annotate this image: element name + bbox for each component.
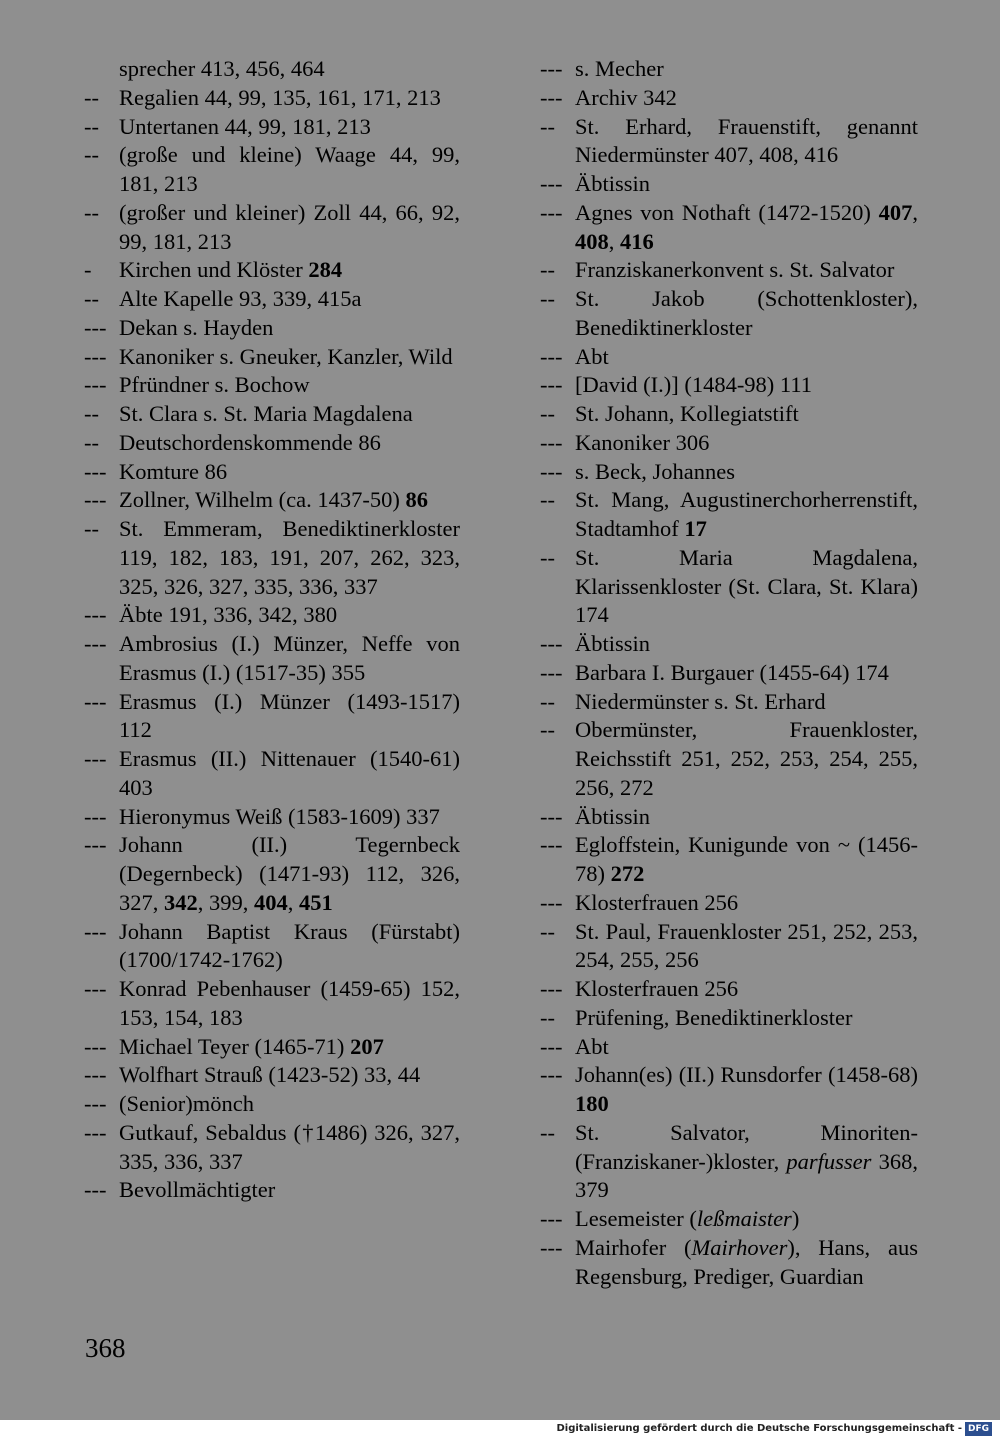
- index-entry: [540, 343, 918, 372]
- entry-text: [575, 286, 918, 340]
- entry-text-segment: Erasmus (II.) Nittenauer (1540-61) 403: [119, 746, 460, 800]
- entry-level-dash: ---: [84, 314, 107, 340]
- index-entry: [540, 285, 918, 343]
- index-entry: [540, 199, 918, 257]
- entry-text: [575, 919, 918, 973]
- index-entry: [540, 1119, 918, 1205]
- index-entry: [540, 113, 918, 171]
- index-entry: [540, 371, 918, 400]
- dfg-logo: DFG: [965, 1422, 992, 1436]
- entry-text: [575, 976, 738, 1001]
- entry-text: [575, 56, 664, 81]
- entry-text: [575, 832, 918, 886]
- entry-level-dash: ---: [84, 688, 107, 714]
- entry-level-dash: ---: [540, 889, 563, 915]
- entry-text: [119, 286, 361, 311]
- entry-text-segment: Äbtissin: [575, 803, 651, 829]
- entry-text: [575, 1005, 852, 1030]
- entry-text-segment: Mairhofer (: [575, 1234, 692, 1260]
- bold-page-ref: 207: [350, 1033, 384, 1059]
- index-entry: [84, 141, 460, 199]
- entry-text: [575, 689, 826, 714]
- entry-level-dash: --: [540, 487, 555, 513]
- footer-bar: [0, 1420, 1000, 1439]
- index-entry: [84, 803, 460, 832]
- index-entry: [540, 544, 918, 630]
- entry-text: [575, 890, 738, 915]
- entry-text-segment: s. Beck, Johannes: [575, 458, 735, 484]
- entry-text: [575, 1235, 918, 1289]
- bold-page-ref: 86: [405, 487, 428, 513]
- entry-text: [119, 689, 460, 743]
- page-number: 368: [85, 1333, 126, 1363]
- entry-level-dash: ---: [84, 372, 107, 398]
- entry-text-segment: s. Mecher: [575, 56, 664, 81]
- entry-text: [119, 114, 371, 139]
- right-column: [540, 55, 918, 1291]
- bold-page-ref: 451: [299, 889, 333, 915]
- entry-text: [575, 1034, 609, 1059]
- entry-text: [575, 804, 650, 829]
- entry-level-dash: ---: [84, 1119, 107, 1145]
- entry-level-dash: ---: [84, 1177, 107, 1203]
- entry-text-segment: , 399,: [197, 889, 254, 915]
- index-entry: [84, 688, 460, 746]
- index-entry: [540, 1033, 918, 1062]
- index-entry: [540, 803, 918, 832]
- index-entry: [84, 113, 460, 142]
- entry-text: [119, 1062, 420, 1087]
- entry-text-segment: ): [791, 1206, 800, 1231]
- entry-text-segment: Johann (II.) Tegernbeck (Degernbeck) (1471-93) 112, 326, 327,: [119, 832, 460, 915]
- entry-text: [119, 1120, 460, 1174]
- entry-level-dash: --: [540, 717, 555, 743]
- entry-text-segment: sprecher 413, 456, 464: [119, 56, 325, 81]
- index-entry: [84, 975, 460, 1033]
- index-entry: [540, 831, 918, 889]
- entry-text-segment: Äbte 191, 336, 342, 380: [119, 602, 338, 628]
- bold-page-ref: 408: [575, 228, 609, 254]
- index-entry: [84, 285, 460, 314]
- entry-text-segment: Kanoniker s. Gneuker, Kanzler, Wild: [119, 343, 453, 369]
- entry-text-segment: St. Jakob (Schottenkloster), Benediktinerkloster: [575, 286, 918, 340]
- index-entry: [84, 84, 460, 113]
- entry-text-segment: Kirchen und Klöster: [119, 257, 309, 283]
- entry-text-segment: Komture 86: [119, 458, 228, 484]
- entry-text-segment: [David (I.)] (1484-98) 111: [575, 372, 813, 398]
- entry-text: [119, 919, 460, 973]
- entry-text: [575, 1062, 918, 1116]
- entry-text: [575, 660, 889, 685]
- index-entry: [540, 659, 918, 688]
- entry-text: [575, 487, 918, 541]
- entry-level-dash: ---: [540, 458, 563, 484]
- entry-level-dash: ---: [84, 1091, 107, 1116]
- entry-text-segment: Bevollmächtigter: [119, 1177, 276, 1203]
- bold-page-ref: 407: [878, 199, 913, 225]
- entry-text: [119, 344, 453, 369]
- entry-text: [575, 344, 609, 369]
- entry-level-dash: --: [84, 286, 99, 311]
- index-entry: [84, 1090, 460, 1119]
- entry-text-segment: Dekan s. Hayden: [119, 314, 274, 340]
- index-entry: [540, 55, 918, 84]
- index-entry: [540, 630, 918, 659]
- entry-level-dash: ---: [84, 1033, 107, 1059]
- entry-text: [575, 1120, 918, 1203]
- entry-level-dash: ---: [540, 631, 563, 656]
- entry-level-dash: ---: [84, 803, 107, 829]
- italic-term: Mairhover: [691, 1234, 788, 1260]
- entry-text: [575, 85, 677, 110]
- entry-level-dash: --: [540, 544, 555, 570]
- entry-text-segment: 368, 379: [575, 1148, 918, 1203]
- index-entry: [540, 458, 918, 487]
- entry-text: [575, 114, 918, 168]
- entry-level-dash: ---: [84, 746, 107, 771]
- index-entry: [84, 429, 460, 458]
- entry-level-dash: ---: [540, 372, 563, 398]
- index-entry: [84, 343, 460, 372]
- bold-page-ref: 284: [308, 257, 343, 283]
- entry-text-segment: Archiv 342: [575, 84, 677, 110]
- entry-text: [575, 1206, 799, 1231]
- funding-note: Digitalisierung gefördert durch die Deutsche Forschungsgemeinschaft -: [556, 1423, 962, 1434]
- entry-level-dash: --: [84, 142, 99, 168]
- entry-text: [119, 85, 441, 110]
- index-entry: [540, 1004, 918, 1033]
- bold-page-ref: 17: [684, 516, 707, 541]
- entry-text-segment: Franziskanerkonvent s. St. Salvator: [575, 257, 895, 283]
- entry-level-dash: ---: [540, 199, 563, 225]
- entry-text: [119, 372, 310, 397]
- entry-level-dash: --: [540, 257, 555, 283]
- index-entry: [84, 630, 460, 688]
- entry-level-dash: --: [84, 113, 99, 139]
- index-entry: [540, 1234, 918, 1292]
- left-column: [84, 55, 460, 1205]
- entry-text: [119, 459, 227, 484]
- entry-text-segment: Ambrosius (I.) Münzer, Neffe von Erasmus (I.) (1517-35) 355: [119, 631, 460, 685]
- entry-level-dash: -: [84, 257, 92, 283]
- entry-level-dash: ---: [84, 602, 107, 628]
- entry-text-segment: St. Clara s. St. Maria Magdalena: [119, 401, 413, 426]
- entry-text-segment: Klosterfrauen 256: [575, 976, 739, 1001]
- entry-level-dash: --: [84, 401, 99, 426]
- entry-text: [119, 142, 460, 196]
- index-entry: [540, 918, 918, 976]
- entry-text: [119, 56, 325, 81]
- entry-text-segment: Konrad Pebenhauser (1459-65) 152, 153, 154, 183: [119, 976, 460, 1030]
- entry-text: [575, 171, 650, 196]
- entry-level-dash: ---: [84, 832, 107, 858]
- entry-text: [119, 602, 337, 627]
- entry-text-segment: St. Emmeram, Benediktinerkloster 119, 182, 183, 191, 207, 262, 323, 325, 326, 327, 335, 336, 337: [119, 516, 460, 599]
- entry-text-segment: ,: [287, 889, 299, 915]
- entry-text: [119, 1034, 384, 1059]
- entry-text-segment: Regalien 44, 99, 135, 161, 171, 213: [119, 84, 441, 110]
- entry-text: [575, 545, 918, 628]
- index-entry: [84, 831, 460, 917]
- entry-text-segment: Abt: [575, 1033, 609, 1059]
- entry-text-segment: Michael Teyer (1465-71): [119, 1033, 351, 1059]
- entry-text-segment: Johann Baptist Kraus (Fürstabt) (1700/1742-1762): [119, 918, 460, 973]
- index-entry: [84, 314, 460, 343]
- entry-text-segment: (großer und kleiner) Zoll 44, 66, 92, 99, 181, 213: [119, 199, 460, 254]
- entry-text: [119, 516, 460, 599]
- entry-level-dash: ---: [540, 803, 563, 829]
- index-entry: [84, 745, 460, 803]
- entry-text-segment: Zollner, Wilhelm (ca. 1437-50): [119, 487, 406, 513]
- entry-text-segment: Niedermünster s. St. Erhard: [575, 688, 826, 714]
- entry-level-dash: ---: [540, 56, 563, 81]
- entry-text: [575, 372, 812, 397]
- bold-page-ref: 180: [575, 1091, 609, 1116]
- entry-level-dash: --: [84, 516, 99, 541]
- entry-text: [575, 430, 709, 455]
- entry-text-segment: Barbara I. Burgauer (1455-64) 174: [575, 659, 889, 685]
- index-entry: [540, 716, 918, 802]
- entry-text-segment: Prüfening, Benediktinerkloster: [575, 1004, 853, 1030]
- entry-text: [119, 631, 460, 685]
- entry-text: [119, 430, 381, 455]
- index-entry: [540, 400, 918, 429]
- entry-text-segment: Kanoniker 306: [575, 429, 710, 455]
- bold-page-ref: 404: [254, 889, 288, 915]
- entry-level-dash: ---: [540, 84, 563, 110]
- index-entry: [84, 601, 460, 630]
- entry-level-dash: ---: [540, 1033, 563, 1059]
- index-entry: [84, 1176, 460, 1205]
- entry-level-dash: --: [540, 1004, 555, 1030]
- entry-text-segment: St. Paul, Frauenkloster 251, 252, 253, 254, 255, 256: [575, 918, 918, 973]
- bold-page-ref: 416: [620, 228, 654, 254]
- entry-text: [575, 717, 918, 800]
- entry-level-dash: --: [84, 429, 99, 455]
- italic-term: leßmaister: [696, 1206, 792, 1231]
- index-entry: [540, 256, 918, 285]
- entry-level-dash: --: [540, 286, 555, 311]
- bold-page-ref: 272: [610, 861, 645, 886]
- entry-text-segment: St. Johann, Kollegiatstift: [575, 401, 799, 426]
- entry-text-segment: St. Erhard, Frauenstift, genannt Niedermünster 407, 408, 416: [575, 113, 918, 168]
- entry-text-segment: Wolfhart Strauß (1423-52) 33, 44: [119, 1062, 421, 1088]
- entry-text-segment: Abt: [575, 343, 609, 369]
- entry-text: [575, 631, 650, 656]
- entry-text-segment: Lesemeister (: [575, 1206, 697, 1231]
- entry-text-segment: Egloffstein, Kunigunde von ~ (1456-78): [575, 832, 918, 886]
- entry-text-segment: Johann(es) (II.) Runsdorfer (1458-68): [575, 1062, 918, 1088]
- entry-text-segment: Erasmus (I.) Münzer (1493-1517) 112: [119, 688, 460, 743]
- entry-level-dash: --: [540, 918, 555, 944]
- index-entry: [84, 486, 460, 515]
- entry-text-segment: Obermünster, Frauenkloster, Reichsstift 251, 252, 253, 254, 255, 256, 272: [575, 717, 918, 800]
- index-entry: [84, 1119, 460, 1177]
- entry-text-segment: ,: [912, 199, 918, 225]
- bold-page-ref: 342: [164, 889, 198, 915]
- entry-level-dash: --: [540, 1119, 555, 1145]
- entry-text: [119, 804, 440, 829]
- entry-text: [119, 1177, 275, 1202]
- entry-text: [119, 200, 460, 254]
- entry-text-segment: Äbtissin: [575, 631, 651, 656]
- entry-level-dash: --: [540, 113, 555, 139]
- index-entry: [540, 429, 918, 458]
- entry-text-segment: (Senior)mönch: [119, 1091, 254, 1116]
- entry-text: [119, 487, 428, 512]
- entry-level-dash: ---: [84, 918, 107, 944]
- entry-level-dash: ---: [84, 458, 107, 484]
- entry-level-dash: ---: [84, 631, 107, 656]
- entry-text: [119, 401, 413, 426]
- index-entry: [540, 84, 918, 113]
- entry-text: [119, 257, 342, 282]
- index-entry: [84, 515, 460, 601]
- entry-level-dash: ---: [540, 1206, 563, 1231]
- entry-level-dash: ---: [540, 343, 563, 369]
- index-entry: [540, 486, 918, 544]
- index-entry: [84, 199, 460, 257]
- entry-text-segment: Hieronymus Weiß (1583-1609) 337: [119, 803, 440, 829]
- entry-text: [119, 976, 460, 1030]
- entry-level-dash: ---: [540, 1062, 563, 1088]
- index-entry: [540, 889, 918, 918]
- index-entry: [540, 170, 918, 199]
- entry-level-dash: ---: [540, 976, 563, 1001]
- entry-level-dash: ---: [540, 832, 563, 858]
- entry-text-segment: Deutschordenskommende 86: [119, 429, 381, 455]
- entry-level-dash: --: [540, 401, 555, 426]
- entry-text-segment: St. Maria Magdalena, Klarissenkloster (St. Clara, St. Klara) 174: [575, 544, 918, 628]
- entry-text-segment: St. Mang, Augustinerchorherrenstift, Stadtamhof: [575, 487, 918, 541]
- index-entry: [540, 1061, 918, 1119]
- entry-level-dash: ---: [84, 343, 107, 369]
- entry-text-segment: ), Hans, aus Regensburg, Prediger, Guardian: [575, 1234, 918, 1289]
- entry-text-segment: Agnes von Nothaft (1472-1520): [575, 199, 879, 225]
- index-entry: [540, 1205, 918, 1234]
- entry-text: [575, 200, 918, 254]
- entry-level-dash: ---: [84, 976, 107, 1001]
- entry-text: [575, 257, 894, 282]
- entry-text: [575, 401, 799, 426]
- entry-level-dash: --: [540, 688, 555, 714]
- index-entry: [84, 256, 460, 285]
- entry-text-segment: Alte Kapelle 93, 339, 415a: [119, 286, 362, 311]
- entry-text: [575, 459, 735, 484]
- entry-text: [119, 1091, 254, 1116]
- index-entry: [84, 1033, 460, 1062]
- entry-level-dash: ---: [540, 1234, 563, 1260]
- index-entry: [540, 975, 918, 1004]
- italic-term: parfusser: [786, 1148, 872, 1174]
- entry-level-dash: ---: [84, 1062, 107, 1088]
- entry-text: [119, 315, 273, 340]
- index-entry: [84, 371, 460, 400]
- entry-level-dash: --: [84, 84, 99, 110]
- index-entry: [84, 400, 460, 429]
- entry-text-segment: ,: [608, 228, 620, 254]
- entry-level-dash: ---: [540, 171, 563, 196]
- entry-level-dash: ---: [84, 487, 107, 513]
- entry-text-segment: Untertanen 44, 99, 181, 213: [119, 113, 371, 139]
- entry-level-dash: ---: [540, 659, 563, 685]
- entry-level-dash: --: [84, 199, 99, 225]
- entry-text-segment: Klosterfrauen 256: [575, 889, 739, 915]
- index-entry: [84, 918, 460, 976]
- entry-text-segment: St. Salvator, Minoriten-(Franziskaner-)kloster,: [575, 1119, 918, 1174]
- index-entry: [84, 55, 460, 84]
- entry-text-segment: Pfründner s. Bochow: [119, 372, 310, 398]
- entry-text: [119, 746, 460, 800]
- entry-text-segment: Gutkauf, Sebaldus (†1486) 326, 327, 335, 336, 337: [119, 1119, 460, 1174]
- index-entry: [84, 1061, 460, 1090]
- index-entry: [84, 458, 460, 487]
- entry-text-segment: Äbtissin: [575, 171, 651, 196]
- entry-level-dash: ---: [540, 429, 563, 455]
- entry-text-segment: (große und kleine) Waage 44, 99, 181, 213: [119, 142, 460, 196]
- index-entry: [540, 688, 918, 717]
- entry-text: [119, 832, 460, 915]
